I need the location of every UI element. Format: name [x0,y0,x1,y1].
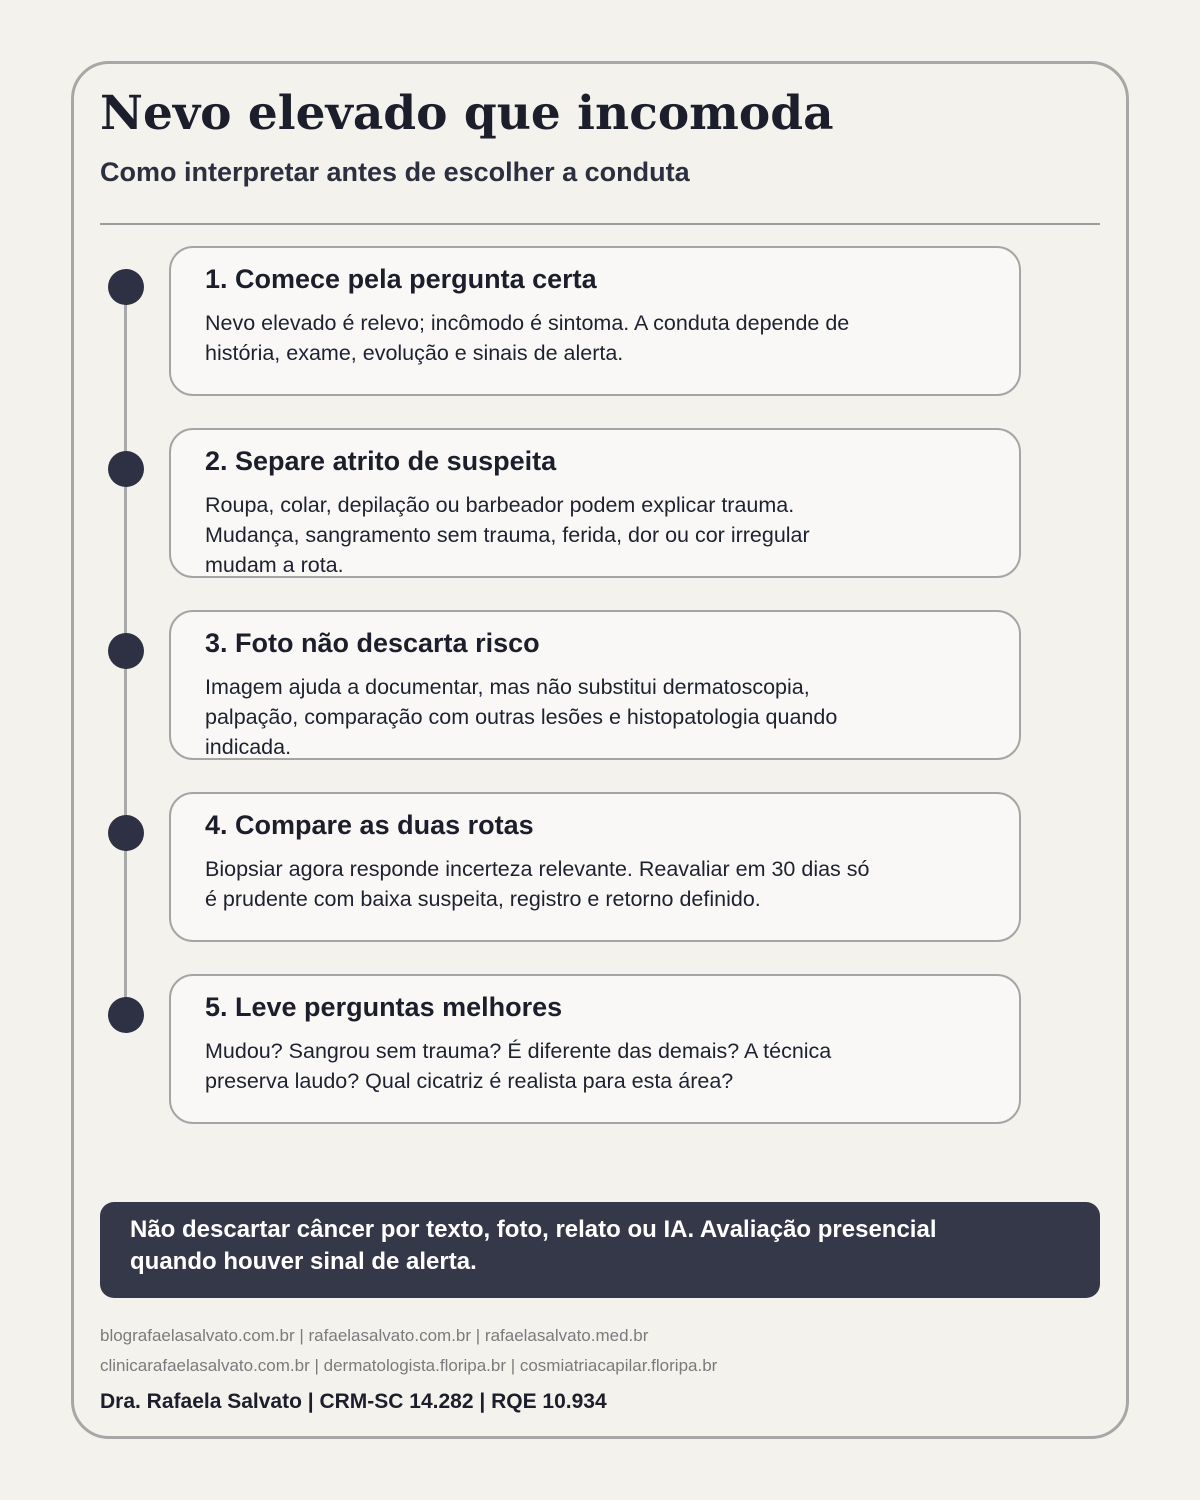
step-card [169,428,1021,578]
timeline-dot [108,633,144,669]
step-title: 1. Comece pela pergunta certa [205,264,597,294]
page-title: Nevo elevado que incomoda [100,86,834,141]
timeline-dot [108,997,144,1033]
alert-text: Não descartar câncer por texto, foto, relato ou IA. Avaliação presencial quando houver sinal de alerta. [130,1216,937,1275]
footer-links-line-2: clinicarafaelasalvato.com.br | dermatologista.floripa.br | cosmiatriacapilar.floripa.br [100,1356,718,1375]
step-body: Imagem ajuda a documentar, mas não substitui dermatoscopia, palpação, comparação com outras lesões e histopatologia quando indicada. [205,675,838,759]
step-body: Mudou? Sangrou sem trauma? É diferente das demais? A técnica preserva laudo? Qual cicatriz é realista para esta área? [205,1039,832,1093]
step-title: 3. Foto não descarta risco [205,628,540,658]
alert-banner [100,1202,1100,1298]
step-card [169,792,1021,942]
timeline-dot [108,815,144,851]
footer-signature: Dra. Rafaela Salvato | CRM-SC 14.282 | RQE 10.934 [100,1390,607,1413]
step-title: 2. Separe atrito de suspeita [205,446,557,476]
step-body: Roupa, colar, depilação ou barbeador podem explicar trauma. Mudança, sangramento sem trauma, ferida, dor ou cor irregular mudam a rota. [205,493,810,577]
step-body: Biopsiar agora responde incerteza relevante. Reavaliar em 30 dias só é prudente com baixa suspeita, registro e retorno definido. [205,857,870,911]
footer-links-line-1: blografaelasalvato.com.br | rafaelasalvato.com.br | rafaelasalvato.med.br [100,1326,649,1345]
timeline-dot [108,269,144,305]
step-body: Nevo elevado é relevo; incômodo é sintoma. A conduta depende de história, exame, evolução e sinais de alerta. [205,311,850,365]
header-divider [100,223,1100,225]
page-subtitle: Como interpretar antes de escolher a conduta [100,157,690,187]
step-card [169,246,1021,396]
timeline-dot [108,451,144,487]
step-card [169,610,1021,760]
step-card [169,974,1021,1124]
step-title: 5. Leve perguntas melhores [205,992,563,1022]
step-title: 4. Compare as duas rotas [205,810,534,840]
